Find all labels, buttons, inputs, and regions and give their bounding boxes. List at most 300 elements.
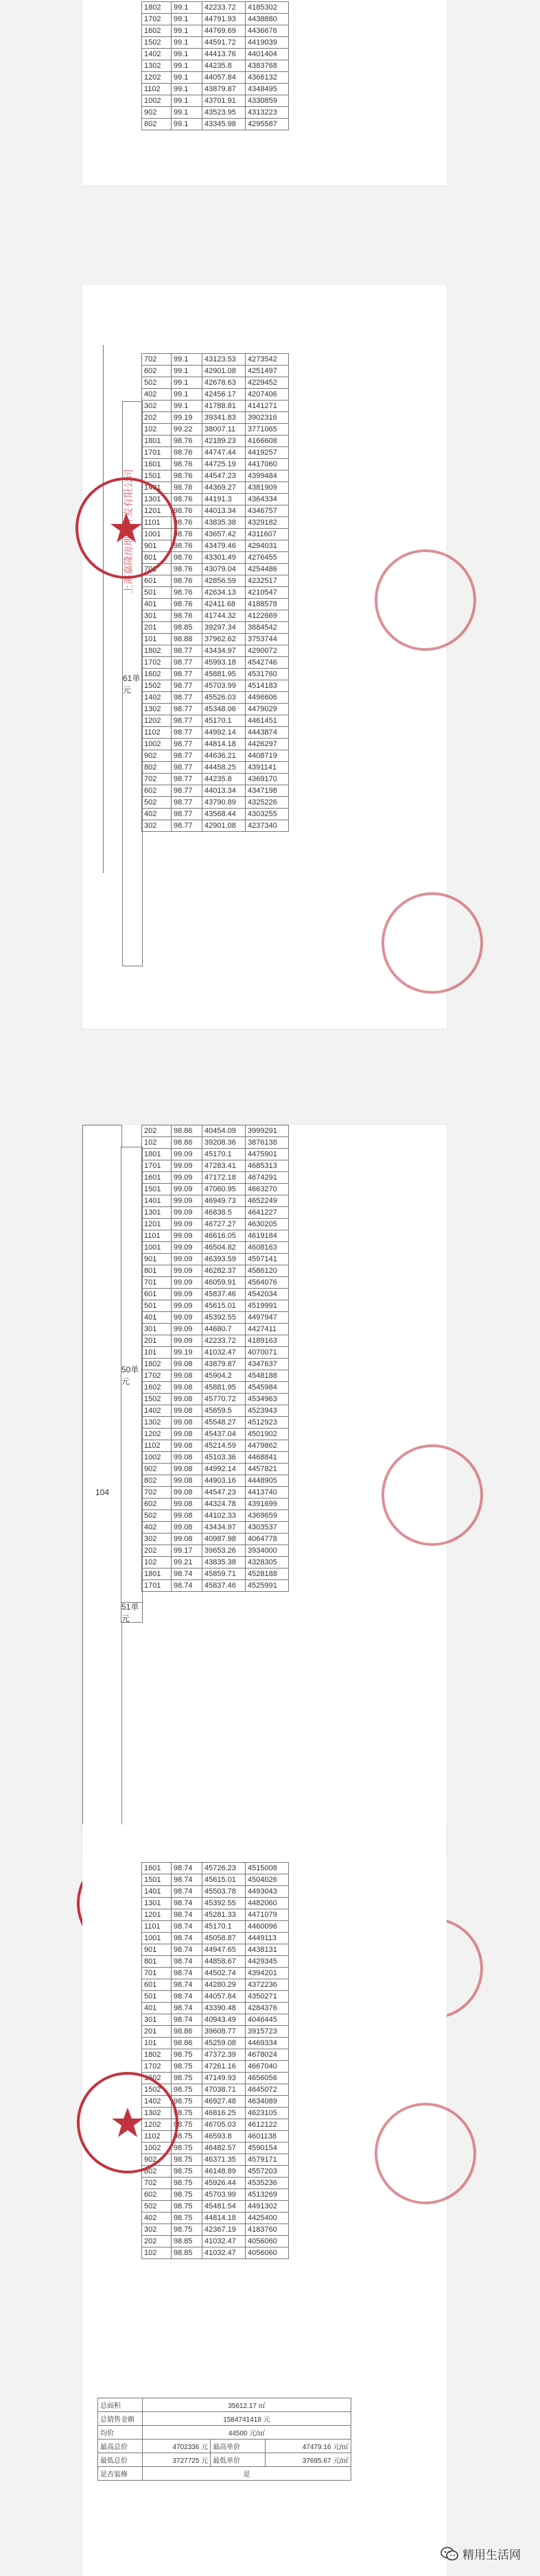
total-price-cell: 4372236 (246, 1979, 289, 1991)
table-row (142, 119, 289, 130)
area-cell: 99.09 (172, 1277, 202, 1289)
table-row (142, 1464, 289, 1475)
summary-label: 均价 (98, 2426, 143, 2440)
area-cell: 99.1 (172, 389, 202, 401)
unit-price-cell: 46504.82 (202, 1242, 246, 1254)
room-cell: 602 (142, 366, 172, 377)
area-cell: 98.75 (172, 2096, 202, 2108)
table-row (142, 1277, 289, 1289)
unit-price-cell: 43879.87 (202, 84, 246, 95)
table-row (142, 1160, 289, 1172)
area-cell: 98.85 (172, 2247, 202, 2259)
room-cell: 1402 (142, 49, 172, 60)
table-row (142, 1312, 289, 1324)
table-row (142, 366, 289, 377)
total-price-cell: 4056060 (246, 2236, 289, 2247)
room-cell: 1302 (142, 60, 172, 72)
table-row (142, 14, 289, 25)
unit-price-cell: 45170.1 (202, 1921, 246, 1933)
summary-row-max (98, 2440, 351, 2453)
total-price-cell: 4328305 (246, 1557, 289, 1569)
total-price-cell: 4369659 (246, 1510, 289, 1522)
room-cell: 402 (142, 1522, 172, 1534)
room-cell: 1101 (142, 1921, 172, 1933)
watermark-text: 精用生活网 (462, 2549, 521, 2562)
total-price-cell: 4399484 (246, 470, 289, 482)
room-cell: 602 (142, 1499, 172, 1510)
total-price-cell: 4667040 (246, 2061, 289, 2073)
unit-price-cell: 43835.38 (202, 517, 246, 529)
total-price-cell: 4325226 (246, 797, 289, 809)
table-row (142, 820, 289, 832)
room-cell: 701 (142, 1277, 172, 1289)
area-cell: 99.08 (172, 1487, 202, 1499)
room-cell: 201 (142, 1335, 172, 1347)
table-row (142, 1382, 289, 1394)
unit-price-cell: 46727.27 (202, 1219, 246, 1230)
company-seal-right (371, 545, 480, 655)
table-row (142, 1440, 289, 1452)
room-cell: 401 (142, 1312, 172, 1324)
area-cell: 98.86 (172, 2026, 202, 2038)
area-cell: 98.88 (172, 634, 202, 645)
total-price-cell: 4046445 (246, 2014, 289, 2026)
unit-price-cell: 44502.74 (202, 1968, 246, 1979)
area-cell: 98.75 (172, 2166, 202, 2178)
total-price-cell: 4438880 (246, 14, 289, 25)
total-price-cell: 4460096 (246, 1921, 289, 1933)
room-cell: 501 (142, 1991, 172, 2003)
price-table-4-body (142, 1863, 289, 2259)
unit-price-cell: 45993.18 (202, 657, 246, 669)
table-row (142, 797, 289, 809)
area-cell: 99.1 (172, 84, 202, 95)
total-price-cell: 4185302 (246, 2, 289, 14)
total-price-cell: 4630205 (246, 1219, 289, 1230)
table-row (142, 72, 289, 84)
unit-price-cell: 45437.04 (202, 1429, 246, 1440)
area-cell: 98.77 (172, 797, 202, 809)
area-cell: 98.74 (172, 1863, 202, 1874)
area-cell: 98.76 (172, 540, 202, 552)
unit-price-cell: 46816.25 (202, 2108, 246, 2119)
total-price-cell: 4514183 (246, 680, 289, 692)
table-row (142, 1534, 289, 1545)
area-cell: 99.09 (172, 1219, 202, 1230)
room-cell: 1601 (142, 1172, 172, 1184)
total-price-cell: 4313223 (246, 107, 289, 119)
total-price-cell: 4519991 (246, 1300, 289, 1312)
table-row (142, 447, 289, 459)
room-cell: 602 (142, 785, 172, 797)
table-row (142, 785, 289, 797)
area-cell: 99.19 (172, 1347, 202, 1359)
total-price-cell: 4528188 (246, 1569, 289, 1580)
room-cell: 502 (142, 377, 172, 389)
area-cell: 98.76 (172, 459, 202, 470)
total-price-cell: 4189163 (246, 1335, 289, 1347)
area-cell: 99.09 (172, 1172, 202, 1184)
area-cell: 98.77 (172, 739, 202, 750)
total-price-cell: 4210547 (246, 587, 289, 599)
table-row (142, 1569, 289, 1580)
room-cell: 1602 (142, 669, 172, 680)
table-row (142, 1898, 289, 1909)
table-row (142, 1172, 289, 1184)
total-price-cell: 4542746 (246, 657, 289, 669)
room-cell: 302 (142, 401, 172, 412)
total-price-cell: 4501902 (246, 1429, 289, 1440)
total-price-cell: 4590154 (246, 2143, 289, 2154)
total-price-cell: 4276455 (246, 552, 289, 564)
unit-price-cell: 46371.35 (202, 2154, 246, 2166)
area-cell: 98.86 (172, 1125, 202, 1137)
room-cell: 202 (142, 412, 172, 424)
room-cell: 1202 (142, 1429, 172, 1440)
unit-price-cell: 46838.5 (202, 1207, 246, 1219)
area-cell: 98.77 (172, 704, 202, 715)
room-cell: 1402 (142, 2096, 172, 2108)
unit-price-cell: 45837.46 (202, 1289, 246, 1300)
area-cell: 98.77 (172, 762, 202, 774)
area-cell: 99.19 (172, 412, 202, 424)
room-cell: 1602 (142, 25, 172, 37)
area-cell: 99.09 (172, 1324, 202, 1335)
total-price-cell: 4237340 (246, 820, 289, 832)
total-price-cell: 4254486 (246, 564, 289, 575)
room-cell: 301 (142, 610, 172, 622)
table-row (142, 436, 289, 447)
total-price-cell: 4347198 (246, 785, 289, 797)
total-price-cell: 4652249 (246, 1195, 289, 1207)
unit-price-cell: 43879.87 (202, 1359, 246, 1370)
table-row (142, 1991, 289, 2003)
room-cell: 102 (142, 1137, 172, 1149)
area-cell: 98.77 (172, 727, 202, 739)
room-cell: 1001 (142, 529, 172, 540)
room-cell: 901 (142, 540, 172, 552)
table-row (142, 1149, 289, 1160)
unit-price-cell: 45881.95 (202, 1382, 246, 1394)
total-price-cell: 4438131 (246, 1944, 289, 1956)
summary-row-avg (98, 2426, 351, 2440)
area-cell: 98.76 (172, 599, 202, 610)
area-cell: 98.76 (172, 587, 202, 599)
room-cell: 602 (142, 2189, 172, 2201)
room-cell: 702 (142, 354, 172, 366)
unit-price-cell: 45703.99 (202, 680, 246, 692)
area-cell: 98.75 (172, 2201, 202, 2213)
total-price-cell: 4534963 (246, 1394, 289, 1405)
price-table-1-body (142, 2, 289, 130)
table-row (142, 1300, 289, 1312)
seal-text: 上海嘉隆房地产开发有限公司 (123, 469, 134, 594)
total-price-cell: 4141271 (246, 401, 289, 412)
total-price-cell: 4469334 (246, 2038, 289, 2049)
area-cell: 98.74 (172, 1944, 202, 1956)
area-cell: 99.1 (172, 377, 202, 389)
total-price-cell: 4425400 (246, 2213, 289, 2224)
area-cell: 99.08 (172, 1359, 202, 1370)
area-cell: 98.77 (172, 680, 202, 692)
room-cell: 1002 (142, 739, 172, 750)
unit-price-cell: 43568.44 (202, 809, 246, 820)
room-cell: 701 (142, 1968, 172, 1979)
wechat-icon (441, 2547, 458, 2562)
unit-price-cell: 41744.32 (202, 610, 246, 622)
room-cell: 1601 (142, 1863, 172, 1874)
room-cell: 902 (142, 2154, 172, 2166)
unit-price-cell: 43434.97 (202, 645, 246, 657)
unit-label-51: 51单元 (121, 1602, 143, 1623)
total-price-cell: 4070071 (246, 1347, 289, 1359)
total-price-cell: 4294031 (246, 540, 289, 552)
table-row (142, 95, 289, 107)
room-cell: 1201 (142, 1909, 172, 1921)
unit-price-cell: 46927.48 (202, 2096, 246, 2108)
unit-price-cell: 39653.26 (202, 1545, 246, 1557)
unit-price-cell: 44947.65 (202, 1944, 246, 1956)
total-price-cell: 4381909 (246, 482, 289, 494)
room-cell: 1201 (142, 1219, 172, 1230)
unit-price-cell: 42233.72 (202, 1335, 246, 1347)
room-cell: 101 (142, 1347, 172, 1359)
table-row (142, 1405, 289, 1417)
table-row (142, 2026, 289, 2038)
total-price-cell: 4183760 (246, 2224, 289, 2236)
table-row (142, 1499, 289, 1510)
total-price-cell: 4674291 (246, 1172, 289, 1184)
building-label: 104 (82, 1125, 122, 1860)
area-cell: 99.08 (172, 1464, 202, 1475)
room-cell: 1002 (142, 95, 172, 107)
room-cell: 1102 (142, 727, 172, 739)
company-seal-right (377, 1440, 487, 1550)
total-price-cell: 4391141 (246, 762, 289, 774)
total-price-cell: 4056060 (246, 2247, 289, 2259)
area-cell: 99.1 (172, 95, 202, 107)
table-row (142, 645, 289, 657)
table-row (142, 1394, 289, 1405)
area-cell: 98.74 (172, 1909, 202, 1921)
table-row (142, 750, 289, 762)
area-cell: 99.08 (172, 1429, 202, 1440)
summary-label: 总面积 (98, 2398, 143, 2412)
unit-price-cell: 44858.67 (202, 1956, 246, 1968)
room-cell: 102 (142, 424, 172, 436)
table-row (142, 1184, 289, 1195)
unit-price-cell: 44680.7 (202, 1324, 246, 1335)
table-row (142, 1580, 289, 1592)
table-row (142, 60, 289, 72)
area-cell: 98.77 (172, 669, 202, 680)
summary-row-decor (98, 2467, 351, 2481)
table-row (142, 1207, 289, 1219)
area-cell: 99.08 (172, 1417, 202, 1429)
area-cell: 98.74 (172, 1933, 202, 1944)
table-row (142, 49, 289, 60)
area-cell: 98.75 (172, 2131, 202, 2143)
table-row (142, 2201, 289, 2213)
unit-price-cell: 46616.05 (202, 1230, 246, 1242)
unit-price-cell: 45170.1 (202, 715, 246, 727)
unit-price-cell: 46949.73 (202, 1195, 246, 1207)
room-cell: 1701 (142, 447, 172, 459)
area-cell: 98.77 (172, 750, 202, 762)
room-cell: 1702 (142, 657, 172, 669)
total-price-cell: 4663270 (246, 1184, 289, 1195)
area-cell: 98.75 (172, 2119, 202, 2131)
table-row (142, 1219, 289, 1230)
unit-price-cell: 40454.09 (202, 1125, 246, 1137)
table-row (142, 84, 289, 95)
unit-price-cell: 47038.71 (202, 2084, 246, 2096)
total-price-cell: 4448905 (246, 1475, 289, 1487)
table-row (142, 1370, 289, 1382)
total-price-cell: 4479029 (246, 704, 289, 715)
total-price-cell: 4311607 (246, 529, 289, 540)
total-price-cell: 4656056 (246, 2073, 289, 2084)
unit-price-cell: 44324.78 (202, 1499, 246, 1510)
area-cell: 98.76 (172, 505, 202, 517)
area-cell: 99.08 (172, 1499, 202, 1510)
total-price-cell: 4401404 (246, 49, 289, 60)
total-price-cell: 4419039 (246, 37, 289, 49)
table-row (142, 401, 289, 412)
unit-price-cell: 44102.33 (202, 1510, 246, 1522)
total-price-cell: 4468841 (246, 1452, 289, 1464)
total-price-cell: 4369170 (246, 774, 289, 785)
total-price-cell: 4166608 (246, 436, 289, 447)
area-cell: 99.09 (172, 1265, 202, 1277)
table-row (142, 1933, 289, 1944)
summary-row-min (98, 2453, 351, 2467)
table-row (142, 1557, 289, 1569)
area-cell: 99.08 (172, 1534, 202, 1545)
total-price-cell: 4443874 (246, 727, 289, 739)
table-row (142, 1510, 289, 1522)
area-cell: 98.74 (172, 1968, 202, 1979)
total-price-cell: 4347637 (246, 1359, 289, 1370)
summary-label: 总销售金额 (98, 2412, 143, 2426)
room-cell: 1502 (142, 1394, 172, 1405)
table-row (142, 424, 289, 436)
unit-price-cell: 42367.19 (202, 2224, 246, 2236)
total-price-cell: 4557203 (246, 2166, 289, 2178)
room-cell: 1602 (142, 2073, 172, 2084)
unit-price-cell: 43523.95 (202, 107, 246, 119)
unit-price-cell: 44280.29 (202, 1979, 246, 1991)
total-price-cell: 4122669 (246, 610, 289, 622)
total-price-cell: 4251497 (246, 366, 289, 377)
total-price-cell: 4207406 (246, 389, 289, 401)
room-cell: 1001 (142, 1933, 172, 1944)
room-cell: 1202 (142, 2119, 172, 2131)
unit-price-cell: 44191.3 (202, 494, 246, 505)
total-price-cell: 4408719 (246, 750, 289, 762)
room-cell: 1602 (142, 1382, 172, 1394)
unit-price-cell: 44769.69 (202, 25, 246, 37)
room-cell: 1302 (142, 2108, 172, 2119)
area-cell: 98.74 (172, 1898, 202, 1909)
total-price-cell: 4383768 (246, 60, 289, 72)
total-price-cell: 4579171 (246, 2154, 289, 2166)
unit-price-cell: 43790.89 (202, 797, 246, 809)
price-table-3-body (142, 1125, 289, 1592)
table-row (142, 1545, 289, 1557)
table-row (142, 389, 289, 401)
area-cell: 98.76 (172, 447, 202, 459)
unit-price-cell: 46593.8 (202, 2131, 246, 2143)
unit-price-cell: 44369.27 (202, 482, 246, 494)
table-row (142, 1886, 289, 1898)
unit-price-cell: 45058.87 (202, 1933, 246, 1944)
unit-price-cell: 44747.44 (202, 447, 246, 459)
unit-price-cell: 44636.21 (202, 750, 246, 762)
unit-price-cell: 46282.37 (202, 1265, 246, 1277)
area-cell: 98.75 (172, 2178, 202, 2189)
unit-price-cell: 44413.76 (202, 49, 246, 60)
table-row (142, 2224, 289, 2236)
room-cell: 1301 (142, 1898, 172, 1909)
unit-label-50: 50单元 (121, 1147, 143, 1603)
room-cell: 702 (142, 2178, 172, 2189)
total-price-cell: 4346757 (246, 505, 289, 517)
unit-price-cell: 44992.14 (202, 1464, 246, 1475)
room-cell: 901 (142, 1254, 172, 1265)
table-row (142, 2, 289, 14)
total-price-cell: 4619184 (246, 1230, 289, 1242)
table-row (142, 1452, 289, 1464)
room-cell: 1102 (142, 1440, 172, 1452)
room-cell: 702 (142, 1487, 172, 1499)
area-cell: 98.76 (172, 610, 202, 622)
room-cell: 601 (142, 1979, 172, 1991)
area-cell: 99.1 (172, 37, 202, 49)
total-price-cell: 4586120 (246, 1265, 289, 1277)
unit-price-cell: 45481.54 (202, 2201, 246, 2213)
unit-price-cell: 44013.34 (202, 785, 246, 797)
unit-price-cell: 46148.89 (202, 2166, 246, 2178)
total-price-cell: 4330859 (246, 95, 289, 107)
total-price-cell: 4497947 (246, 1312, 289, 1324)
area-cell: 98.75 (172, 2224, 202, 2236)
room-cell: 1202 (142, 72, 172, 84)
table-row (142, 459, 289, 470)
unit-price-cell: 45615.01 (202, 1874, 246, 1886)
room-cell: 802 (142, 2166, 172, 2178)
area-cell: 99.08 (172, 1440, 202, 1452)
unit-price-cell: 44791.93 (202, 14, 246, 25)
total-price-cell: 4608163 (246, 1242, 289, 1254)
table-row (142, 1254, 289, 1265)
table-row (142, 1417, 289, 1429)
room-cell: 101 (142, 634, 172, 645)
summary-row-total (98, 2412, 351, 2426)
area-cell: 98.75 (172, 2213, 202, 2224)
price-sheet-page-2 (82, 285, 447, 1029)
total-price-cell: 4350271 (246, 1991, 289, 2003)
table-row (142, 1125, 289, 1137)
room-cell: 1202 (142, 715, 172, 727)
room-cell: 1301 (142, 1207, 172, 1219)
total-price-cell: 4391699 (246, 1499, 289, 1510)
table-row (142, 107, 289, 119)
room-cell: 1101 (142, 517, 172, 529)
area-cell: 99.21 (172, 1557, 202, 1569)
area-cell: 99.1 (172, 119, 202, 130)
total-price-cell: 4564076 (246, 1277, 289, 1289)
